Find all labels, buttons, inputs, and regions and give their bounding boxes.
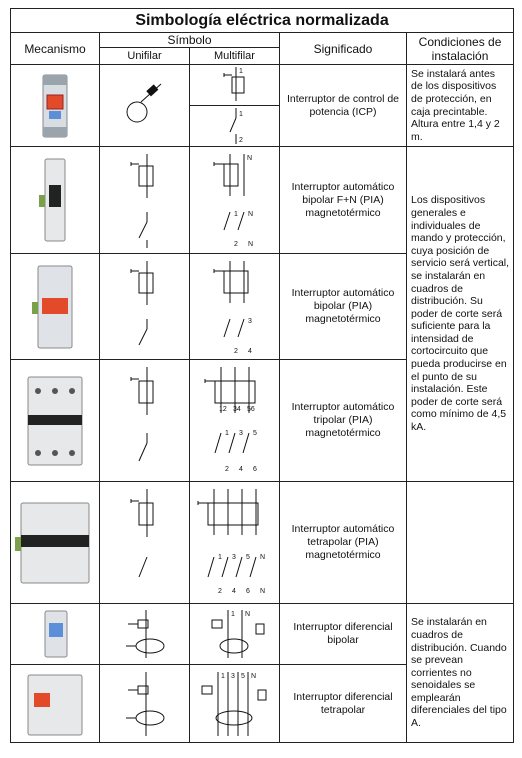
multifilar-diferencial-tetrapolar	[190, 665, 280, 743]
condition-diferencial: Se instalarán en cuadros de distribución. Cuando se prevean corrientes no senoidales se emplearán diferenciales del tipo A.	[407, 604, 514, 743]
svg-text:2: 2	[233, 347, 238, 355]
svg-text:3: 3	[238, 429, 243, 437]
svg-text:6: 6	[245, 587, 250, 595]
svg-text:3: 3	[247, 317, 252, 325]
svg-text:2: 2	[224, 465, 229, 473]
meaning-diferencial-bipolar: Interruptor diferencial bipolar	[280, 604, 407, 665]
unifilar-bipolar	[100, 254, 190, 360]
svg-text:1: 1	[220, 672, 225, 680]
meaning-tripolar: Interruptor automático tripolar (PIA) magnetotérmico	[280, 360, 407, 482]
svg-text:6: 6	[252, 465, 257, 473]
svg-text:3: 3	[230, 672, 235, 680]
svg-text:4: 4	[247, 347, 252, 355]
svg-text:N: N	[247, 211, 253, 218]
header-mecanismo: Mecanismo	[11, 33, 100, 65]
svg-text:2: 2	[238, 137, 243, 144]
symbol-table	[10, 8, 514, 743]
mechanism-image-tetrapolar	[11, 482, 100, 604]
svg-text:2: 2	[217, 587, 222, 595]
header-condiciones: Condiciones de instalación	[407, 33, 514, 65]
unifilar-diferencial-bipolar	[100, 604, 190, 665]
svg-text:1: 1	[224, 429, 229, 437]
header-simbolo: Símbolo	[100, 33, 280, 48]
multifilar-tripolar	[190, 360, 280, 482]
mechanism-image-diferencial-bipolar	[11, 604, 100, 665]
svg-text:5: 5	[252, 429, 257, 437]
multifilar-icp	[190, 65, 280, 147]
svg-text:1: 1	[238, 68, 243, 75]
mechanism-image-diferencial-tetrapolar	[11, 665, 100, 743]
meaning-diferencial-tetrapolar: Interruptor diferencial tetrapolar	[280, 665, 407, 743]
svg-text:N: N	[244, 611, 250, 618]
unifilar-bipolar-fn	[100, 147, 190, 254]
svg-text:5: 5	[245, 553, 250, 561]
svg-text:N: N	[247, 241, 253, 248]
unifilar-diferencial-tetrapolar	[100, 665, 190, 743]
header-unifilar: Unifilar	[100, 48, 190, 65]
header-multifilar: Multifilar	[190, 48, 280, 65]
svg-text:56: 56	[246, 405, 255, 413]
svg-text:1: 1	[238, 111, 243, 118]
meaning-bipolar-fn: Interruptor automático bipolar F+N (PIA) magnetotérmico	[280, 147, 407, 254]
meaning-bipolar: Interruptor automático bipolar (PIA) magnetotérmico	[280, 254, 407, 360]
svg-text:12: 12	[218, 405, 227, 413]
condition-icp: Se instalará antes de los dispositivos de protección, en caja precintable. Altura entre 1,4 y 2 m.	[407, 65, 514, 147]
unifilar-tetrapolar	[100, 482, 190, 604]
condition-pia: Los dispositivos generales e individuales de mando y protección, cuya posición de servicio será vertical, se instalarán en cuadros de distribución. Su poder de corte será suficiente para la intensidad de cortocircuito que pueda producirse en el punto de su instalación. Este poder de corte será como mínimo de 4,5 kA.	[407, 147, 514, 482]
svg-text:4: 4	[231, 587, 236, 595]
mechanism-image-bipolar	[11, 254, 100, 360]
mechanism-image-bipolar-fn	[11, 147, 100, 254]
svg-text:4: 4	[238, 465, 243, 473]
svg-text:N: N	[259, 553, 265, 561]
unifilar-icp	[100, 65, 190, 147]
multifilar-bipolar	[190, 254, 280, 360]
svg-text:34: 34	[232, 405, 241, 413]
svg-text:2: 2	[233, 241, 238, 248]
condition-empty	[407, 482, 514, 604]
svg-text:1: 1	[233, 211, 238, 218]
meaning-tetrapolar: Interruptor automático tetrapolar (PIA) magnetotérmico	[280, 482, 407, 604]
multifilar-bipolar-fn	[190, 147, 280, 254]
svg-text:N: N	[259, 587, 265, 595]
multifilar-diferencial-bipolar	[190, 604, 280, 665]
multifilar-tetrapolar	[190, 482, 280, 604]
svg-text:N: N	[246, 155, 252, 162]
svg-text:N: N	[250, 672, 256, 680]
svg-text:3: 3	[231, 553, 236, 561]
meaning-icp: Interruptor de control de potencia (ICP)	[280, 65, 407, 147]
table-title: Simbología eléctrica normalizada	[11, 9, 514, 33]
header-significado: Significado	[280, 33, 407, 65]
svg-text:1: 1	[217, 553, 222, 561]
svg-text:5: 5	[240, 672, 245, 680]
mechanism-image-tripolar	[11, 360, 100, 482]
unifilar-tripolar	[100, 360, 190, 482]
svg-text:1: 1	[230, 611, 235, 618]
mechanism-image-icp	[11, 65, 100, 147]
